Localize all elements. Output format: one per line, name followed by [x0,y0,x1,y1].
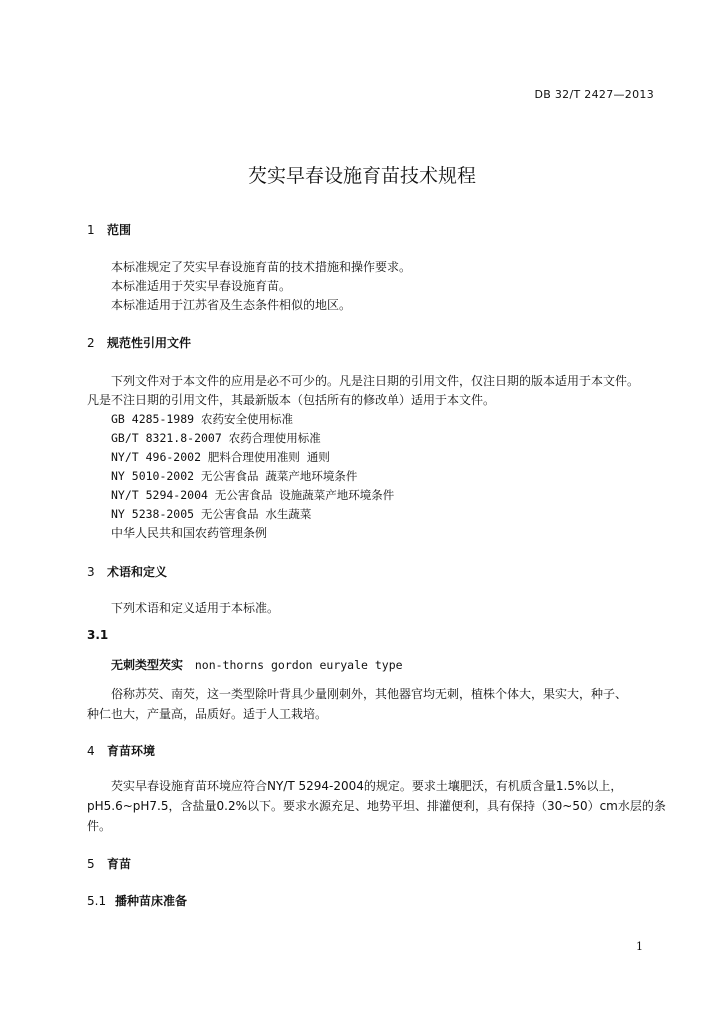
scope-line: 本标准适用于江苏省及生态条件相似的地区。 [111,298,352,312]
reference-item: NY/T 5294-2004 无公害食品 设施蔬菜产地环境条件 [111,488,395,502]
subsection-title: 播种苗床准备 [115,894,188,908]
reference-item: NY 5238-2005 无公害食品 水生蔬菜 [111,507,312,521]
section-1-heading [87,221,131,238]
reference-item: GB 4285-1989 农药安全使用标准 [111,412,294,426]
document-title: 芡实早春设施育苗技术规程 [247,165,476,187]
reference-item: GB/T 8321.8-2007 农药合理使用标准 [111,431,321,445]
section-number: 4 [87,744,95,758]
terms-intro: 下列术语和定义适用于本标准。 [111,601,280,615]
section-2-heading [87,334,191,351]
section-title: 育苗 [107,857,132,871]
reference-item: NY 5010-2002 无公害食品 蔬菜产地环境条件 [111,469,358,483]
reference-item: NY/T 496-2002 肥料合理使用准则 通则 [111,450,330,464]
environment-line: 芡实早春设施育苗环境应符合NY/T 5294-2004的规定。要求土壤肥沃，有机质含量1.5%以上， [111,779,623,793]
section-title: 范围 [107,223,132,237]
term-definition-line: 俗称苏芡、南芡，这一类型除叶背具少量刚刺外，其他器官均无刺，植株个体大，果实大，种子、 [111,687,628,701]
section-number: 3 [87,565,95,579]
normative-intro-line: 下列文件对于本文件的应用是必不可少的。凡是注日期的引用文件，仅注日期的版本适用于本文件。 [111,374,640,388]
section-number: 1 [87,223,95,237]
section-number: 5 [87,857,95,871]
section-title: 术语和定义 [107,565,168,579]
term-english: non-thorns gordon euryale type [194,658,403,672]
standard-code: DB 32/T 2427—2013 [534,88,654,101]
subsection-5-1-heading [87,892,187,909]
environment-line: pH5.6~pH7.5，含盐量0.2%以下。要求水源充足、地势平坦、排灌便利，具有保持（30~50）cm水层的条 [87,799,666,813]
environment-line: 件。 [87,819,112,833]
reference-item: 中华人民共和国农药管理条例 [111,526,268,540]
section-title: 规范性引用文件 [107,336,192,350]
section-4-heading [87,742,155,759]
term-entry [111,656,403,675]
subsection-number: 5.1 [87,894,107,908]
section-3-heading [87,563,167,580]
subsection-3-1-number: 3.1 [87,628,109,642]
scope-line: 本标准适用于芡实早春设施育苗。 [111,279,292,293]
normative-intro-line: 凡是不注日期的引用文件，其最新版本（包括所有的修改单）适用于本文件。 [87,393,496,407]
page-number: 1 [636,940,643,953]
term-definition-line: 种仁也大，产量高，品质好。适于人工栽培。 [87,707,328,721]
section-title: 育苗环境 [107,744,156,758]
term-chinese: 无刺类型芡实 [111,658,184,672]
scope-line: 本标准规定了芡实早春设施育苗的技术措施和操作要求。 [111,260,412,274]
section-5-heading [87,855,131,872]
section-number: 2 [87,336,95,350]
